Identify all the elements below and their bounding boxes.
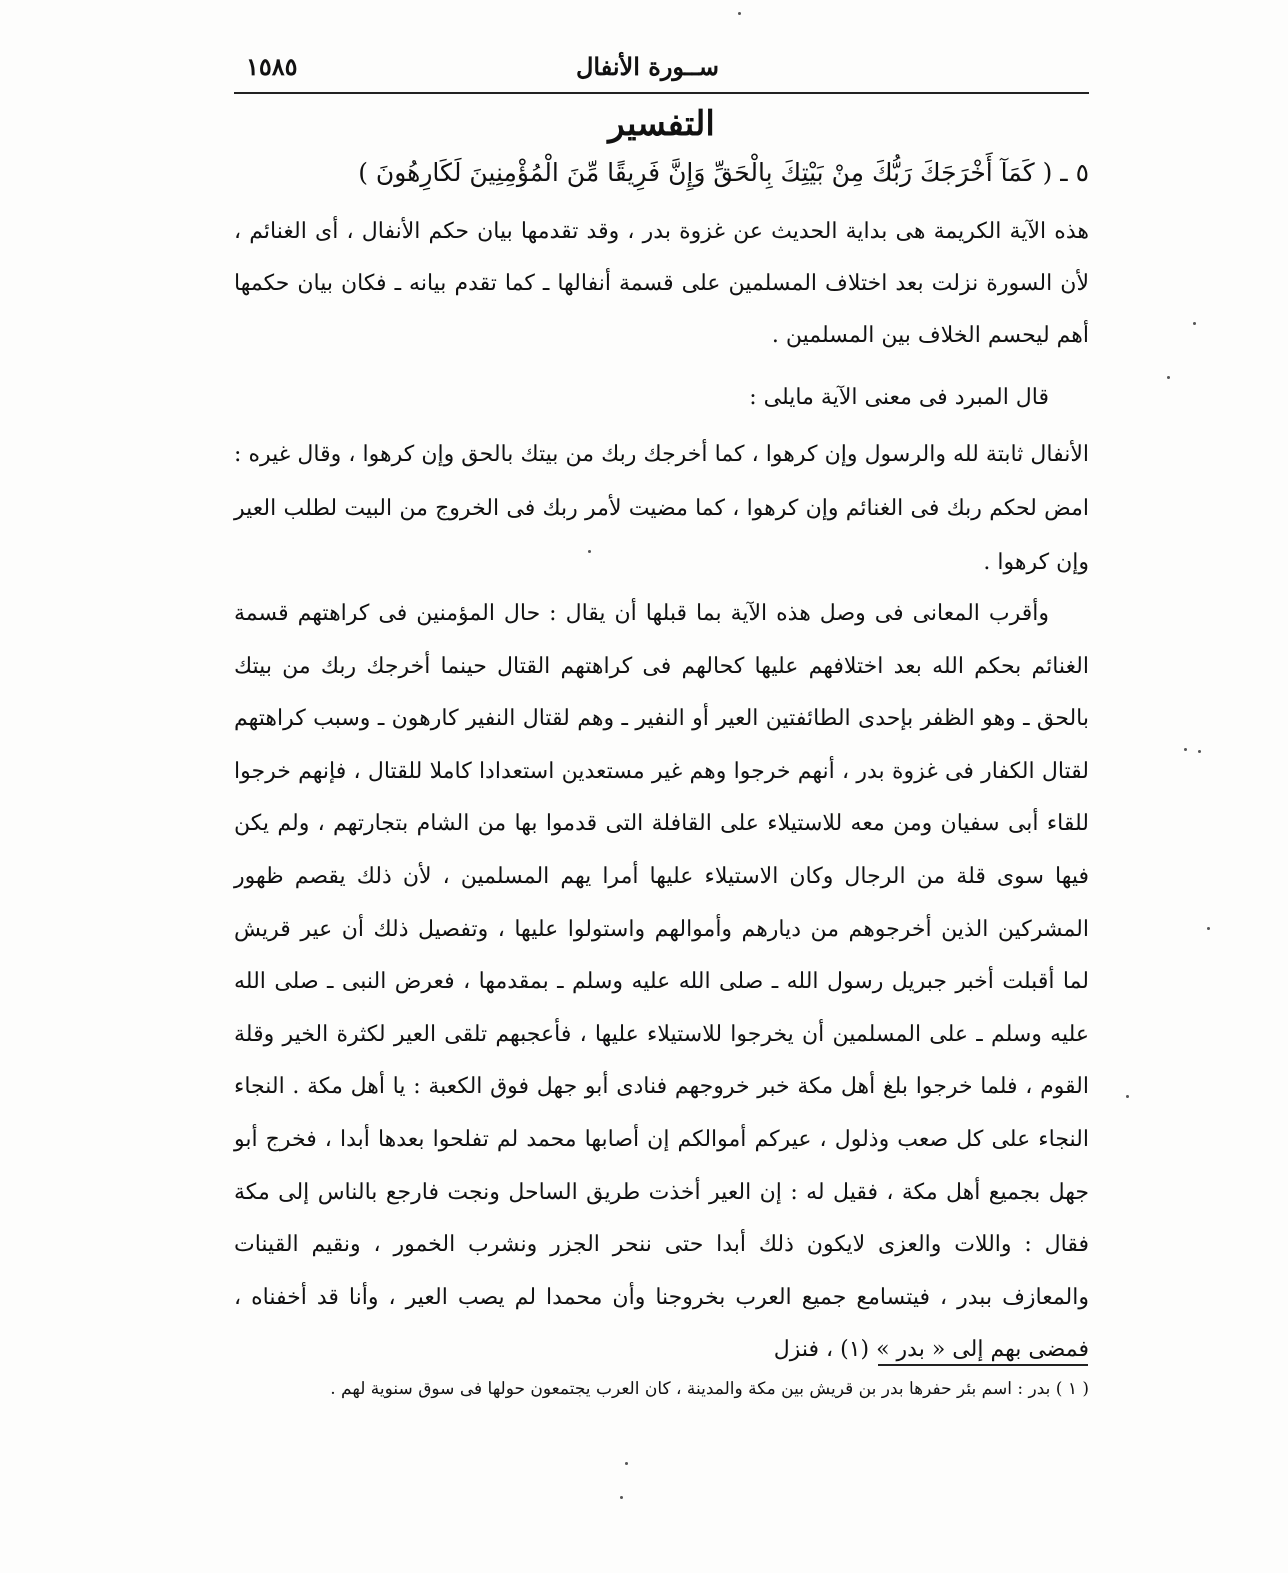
page-header	[234, 46, 1089, 90]
footnote-rule	[878, 1364, 1088, 1366]
scan-speck	[620, 1496, 623, 1499]
running-title: ســورة الأنفال	[575, 52, 719, 81]
quran-verse: ٥ ـ ( كَمَآ أَخْرَجَكَ رَبُّكَ مِنْ بَيْتِكَ بِالْحَقِّ وَإِنَّ فَرِيقًا مِّنَ الْمُؤْمِنِينَ لَكَارِهُونَ )	[358, 158, 1089, 187]
scan-speck	[1184, 748, 1187, 751]
scan-speck	[1207, 927, 1210, 930]
paragraph-intro: هذه الآية الكريمة هى بداية الحديث عن غزوة بدر ، وقد تقدمها بيان حكم الأنفال ، أى الغنائم ، لأن السورة نزلت بعد اختلاف المسلمين على قسمة أنفالها ـ كما تقدم بيانه ـ فكان بيان حكمها أهم ليحسم الخلاف بين المسلمين .	[234, 219, 1089, 348]
paragraph-quote: الأنفال ثابتة لله والرسول وإن كرهوا ، كما أخرجك ربك من بيتك بالحق وإن كرهوا ، وقال غيره : امض لحكم ربك فى الغنائم وإن كرهوا ، كما مضيت لأمر ربك فى الخروج من البيت لطلب العير وإن كرهوا .	[234, 442, 1089, 575]
section-title: التفسير	[608, 104, 715, 144]
scan-speck	[588, 550, 591, 553]
scan-speck	[1167, 376, 1170, 379]
scan-speck	[738, 12, 741, 15]
paragraph-mubarrad: قال المبرد فى معنى الآية مايلى :	[749, 385, 1049, 410]
header-rule	[234, 92, 1089, 94]
scan-speck	[1198, 750, 1201, 753]
page-number: ١٥٨٥	[246, 52, 298, 81]
scan-speck	[625, 1462, 628, 1465]
scan-speck	[1126, 1095, 1129, 1098]
footnote: ( ١ ) بدر : اسم بئر حفرها بدر بن قريش بين مكة والمدينة ، كان العرب يجتمعون حولها فى سوق سنوية لهم .	[330, 1379, 1089, 1399]
scan-speck	[1193, 322, 1196, 325]
paragraph-explanation: وأقرب المعانى فى وصل هذه الآية بما قبلها أن يقال : حال المؤمنين فى كراهتهم قسمة الغنائم بحكم الله بعد اختلافهم عليها كحالهم فى كراهتهم القتال حينما أخرجك ربك من بيتك بالحق ـ وهو الظفر بإحدى الطائفتين العير أو النفير ـ وهم لقتال النفير كارهون ـ وسبب كراهتهم لقتال الكفار فى غزوة بدر ، أنهم خرجوا وهم غير مستعدين استعدادا كاملا للقتال ، فإنهم خرجوا للقاء أبى سفيان ومن معه للاستيلاء على القافلة التى قدموا بها من الشام بتجارتهم ، ولم يكن فيها سوى قلة من الرجال وكان الاستيلاء عليها أمرا يهم المسلمين ، لأن ذلك يقصم ظهور المشركين الذين أخرجوهم من ديارهم وأموالهم واستولوا عليها ، وتفصيل ذلك أن عير قريش لما أقبلت أخبر جبريل رسول الله ـ صلى الله عليه وسلم ـ بمقدمها ، فعرض النبى ـ صلى الله عليه وسلم ـ على المسلمين أن يخرجوا للاستيلاء عليها ، فأعجبهم تلقى العير لكثرة الخير وقلة القوم ، فلما خرجوا بلغ أهل مكة خبر خروجهم فنادى أبو جهل فوق الكعبة : يا أهل مكة . النجاء النجاء على كل صعب وذلول ، عيركم أموالكم إن أصابها محمد لم تفلحوا بعدها أبدا ، فخرج أبو جهل بجميع أهل مكة ، فقيل له : إن العير أخذت طريق الساحل ونجت فارجع بالناس إلى مكة فقال : واللات والعزى لايكون ذلك أبدا حتى ننحر الجزر ونشرب الخمور ، ونقيم القينات والمعازف ببدر ، فيتسامع جميع العرب بخروجنا وأن محمدا لم يصب العير ، وأنا قد أخفناه ، فمضى بهم إلى « بدر » (١) ، فنزل	[234, 601, 1090, 1363]
